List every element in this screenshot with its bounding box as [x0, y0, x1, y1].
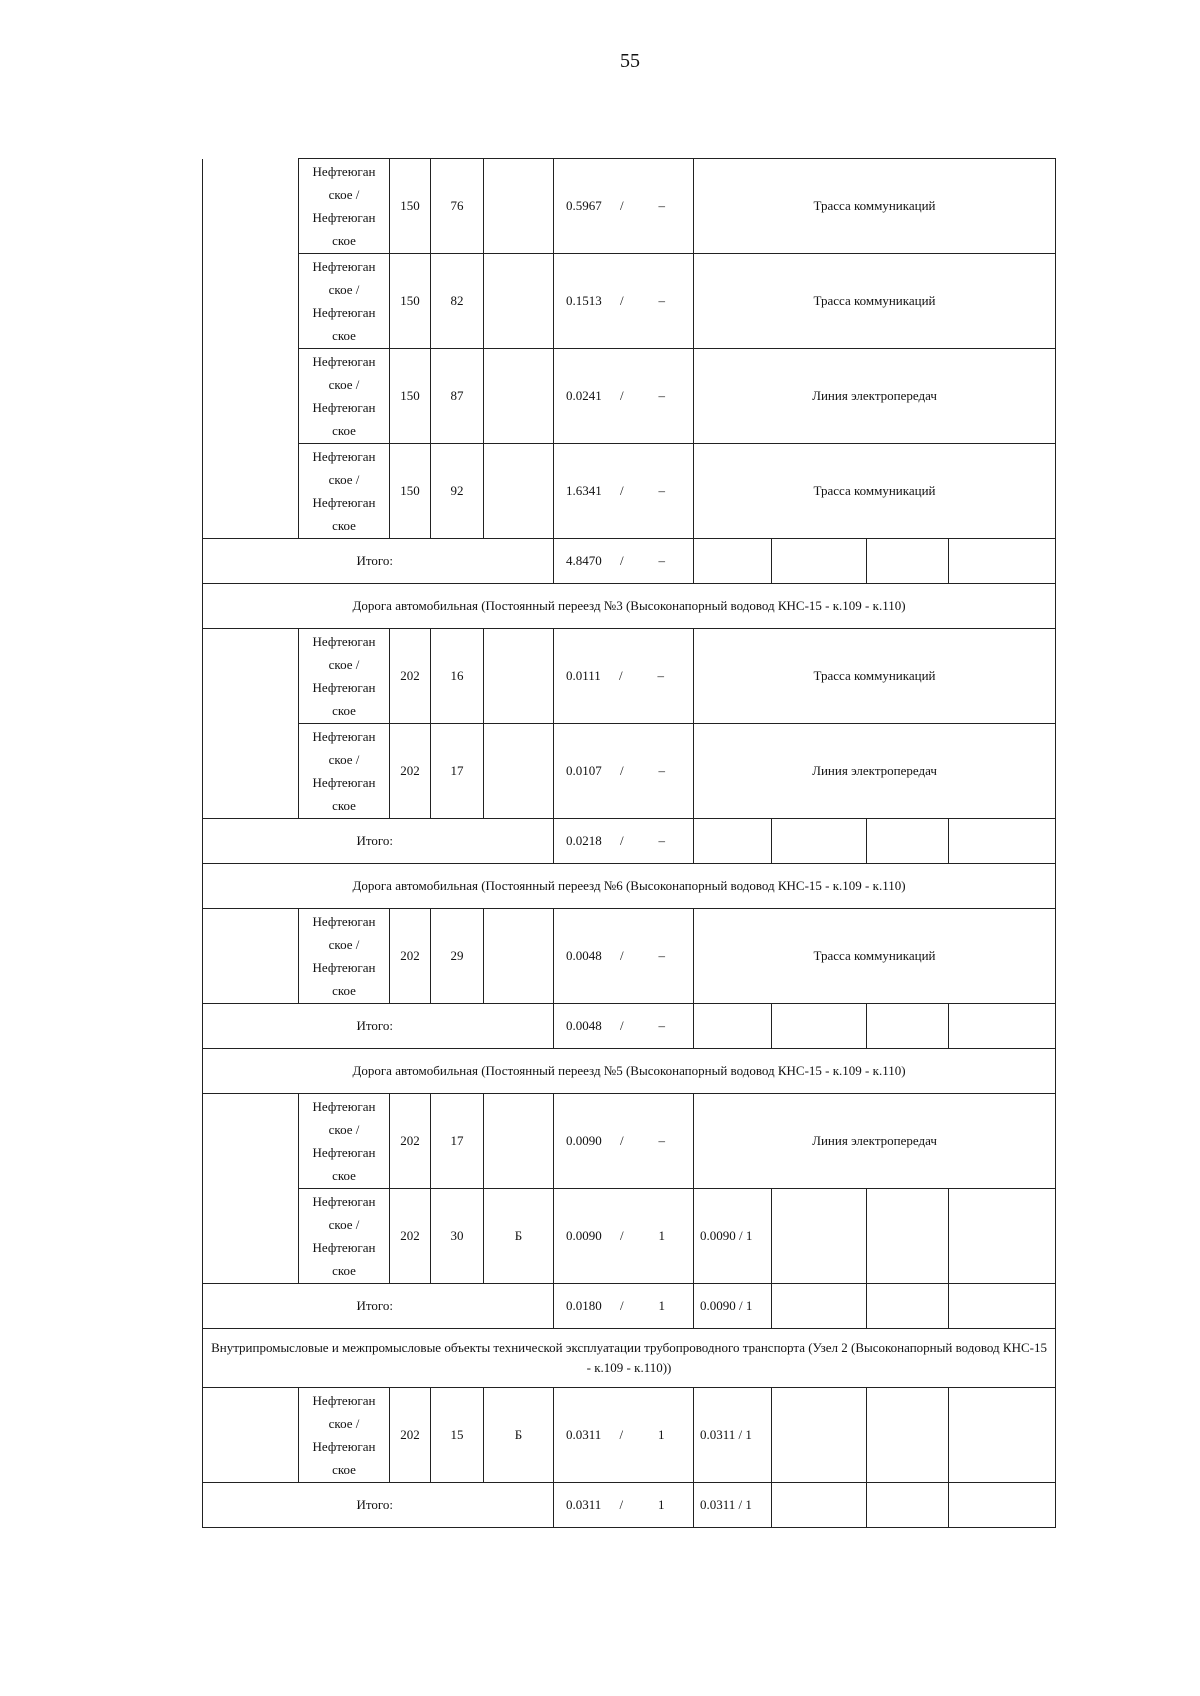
area-separator: / — [619, 1133, 624, 1148]
area-value: 0.0311 — [566, 1497, 602, 1512]
table-row — [203, 349, 1056, 444]
land-category-line: ское / — [328, 752, 360, 767]
total-encumbrance: 0.0311 / 1 — [694, 1483, 772, 1528]
land-category-line: ское / — [328, 377, 360, 392]
area-rest: 1 — [658, 1427, 665, 1442]
empty-cell-3 — [949, 819, 1056, 864]
class-cell — [484, 909, 554, 1004]
empty-cell-2 — [867, 1483, 949, 1528]
empty-cell-3 — [949, 1284, 1056, 1329]
plot-cell: 87 — [431, 349, 484, 444]
land-category-line: Нефтеюган — [312, 1194, 376, 1209]
land-category-line: ское — [332, 1168, 356, 1183]
area-cell — [554, 1388, 694, 1483]
empty-cell-1 — [772, 819, 867, 864]
blank-cell — [203, 254, 299, 349]
table-body — [203, 159, 1056, 1528]
purpose-cell: Трасса коммуникаций — [694, 629, 1056, 724]
area-value: 0.0107 — [566, 763, 602, 778]
area-cell — [554, 349, 694, 444]
area-cell — [554, 819, 694, 864]
area-value: 0.0311 — [566, 1427, 602, 1442]
area-cell — [554, 1189, 694, 1284]
land-category-cell — [299, 254, 390, 349]
table-row — [203, 444, 1056, 539]
class-cell — [484, 1094, 554, 1189]
land-category-line: Нефтеюган — [312, 1099, 376, 1114]
land-category-line: ское — [332, 703, 356, 718]
total-label: Итого: — [203, 819, 554, 864]
quarter-cell: 150 — [390, 159, 431, 254]
empty-cell-1 — [772, 1388, 867, 1483]
total-label: Итого: — [203, 1284, 554, 1329]
area-separator: / — [619, 293, 624, 308]
area-value: 0.0048 — [566, 948, 602, 963]
area-rest: 1 — [658, 1298, 665, 1313]
total-row — [203, 1483, 1056, 1528]
plot-cell: 92 — [431, 444, 484, 539]
total-row — [203, 539, 1056, 584]
area-cell — [554, 444, 694, 539]
land-category-line: Нефтеюган — [312, 210, 376, 225]
empty-cell-2 — [867, 819, 949, 864]
area-cell — [554, 724, 694, 819]
land-category-line: Нефтеюган — [312, 729, 376, 744]
land-category-line: Нефтеюган — [312, 1393, 376, 1408]
land-category-cell — [299, 724, 390, 819]
purpose-cell: Линия электропередач — [694, 349, 1056, 444]
land-category-line: ское — [332, 798, 356, 813]
area-separator: / — [619, 1497, 624, 1512]
land-category-cell — [299, 909, 390, 1004]
land-category-line: ское / — [328, 472, 360, 487]
area-rest: – — [658, 948, 665, 963]
quarter-cell: 202 — [390, 1189, 431, 1284]
total-encumbrance — [694, 1004, 772, 1049]
land-category-line: ское / — [328, 1122, 360, 1137]
land-category-cell — [299, 1094, 390, 1189]
total-row — [203, 1004, 1056, 1049]
quarter-cell: 202 — [390, 1094, 431, 1189]
purpose-cell: Линия электропередач — [694, 724, 1056, 819]
area-separator: / — [619, 833, 624, 848]
class-cell: Б — [484, 1189, 554, 1284]
plot-cell: 30 — [431, 1189, 484, 1284]
area-rest: 1 — [658, 1228, 665, 1243]
empty-cell-1 — [772, 1483, 867, 1528]
area-separator: / — [619, 1427, 624, 1442]
land-category-line: ское / — [328, 937, 360, 952]
area-value: 0.1513 — [566, 293, 602, 308]
area-rest: – — [658, 763, 665, 778]
purpose-cell: Трасса коммуникаций — [694, 254, 1056, 349]
area-value: 0.0090 — [566, 1228, 602, 1243]
land-category-line: ское — [332, 423, 356, 438]
total-encumbrance — [694, 539, 772, 584]
page-number: 55 — [620, 50, 640, 72]
empty-cell-1 — [772, 1004, 867, 1049]
land-category-line: ское / — [328, 657, 360, 672]
class-cell — [484, 629, 554, 724]
purpose-cell: Трасса коммуникаций — [694, 159, 1056, 254]
area-rest: – — [658, 293, 665, 308]
land-category-line: Нефтеюган — [312, 634, 376, 649]
table-row — [203, 1189, 1056, 1284]
land-category-cell — [299, 159, 390, 254]
blank-cell — [203, 349, 299, 444]
total-label: Итого: — [203, 539, 554, 584]
area-value: 0.5967 — [566, 198, 602, 213]
quarter-cell: 202 — [390, 724, 431, 819]
plot-cell: 17 — [431, 1094, 484, 1189]
total-row — [203, 1284, 1056, 1329]
empty-cell-3 — [949, 1388, 1056, 1483]
land-plots-table — [202, 158, 1056, 1528]
section-row — [203, 864, 1056, 909]
purpose-cell: Трасса коммуникаций — [694, 444, 1056, 539]
land-category-line: Нефтеюган — [312, 354, 376, 369]
empty-cell-1 — [772, 539, 867, 584]
table-row — [203, 159, 1056, 254]
area-separator: / — [619, 1018, 624, 1033]
class-cell — [484, 349, 554, 444]
total-row — [203, 819, 1056, 864]
class-cell — [484, 159, 554, 254]
land-category-line: Нефтеюган — [312, 914, 376, 929]
land-category-line: Нефтеюган — [312, 449, 376, 464]
area-value: 0.0048 — [566, 1018, 602, 1033]
land-category-line: ское — [332, 518, 356, 533]
land-category-cell — [299, 444, 390, 539]
area-separator: / — [619, 763, 624, 778]
land-category-line: Нефтеюган — [312, 775, 376, 790]
area-separator: / — [619, 553, 624, 568]
blank-cell — [203, 724, 299, 819]
area-cell — [554, 159, 694, 254]
land-category-cell — [299, 629, 390, 724]
purpose-cell: Линия электропередач — [694, 1094, 1056, 1189]
table-row — [203, 629, 1056, 724]
land-category-line: Нефтеюган — [312, 305, 376, 320]
empty-cell-2 — [867, 1189, 949, 1284]
area-separator: / — [619, 948, 624, 963]
table-row — [203, 909, 1056, 1004]
area-rest: – — [657, 668, 665, 683]
quarter-cell: 202 — [390, 629, 431, 724]
land-category-line: Нефтеюган — [312, 1145, 376, 1160]
land-category-line: Нефтеюган — [312, 680, 376, 695]
quarter-cell: 150 — [390, 444, 431, 539]
section-row — [203, 1329, 1056, 1388]
blank-cell — [203, 629, 299, 724]
land-category-line: Нефтеюган — [312, 400, 376, 415]
area-rest: – — [658, 483, 665, 498]
empty-cell-3 — [949, 539, 1056, 584]
land-category-cell — [299, 1388, 390, 1483]
area-cell — [554, 254, 694, 349]
blank-cell — [203, 1388, 299, 1483]
area-separator: / — [619, 198, 624, 213]
land-category-line: ское / — [328, 1416, 360, 1431]
plot-cell: 17 — [431, 724, 484, 819]
encumbrance-cell: 0.0311 / 1 — [694, 1388, 772, 1483]
land-category-line: ское / — [328, 187, 360, 202]
area-value: 0.0218 — [566, 833, 602, 848]
land-category-line: Нефтеюган — [312, 164, 376, 179]
plot-cell: 15 — [431, 1388, 484, 1483]
section-row — [203, 584, 1056, 629]
table-row — [203, 1388, 1056, 1483]
section-title: Дорога автомобильная (Постоянный переезд №5 (Высоконапорный водовод КНС-15 - к.109 - к.110) — [203, 1049, 1056, 1094]
area-value: 0.0180 — [566, 1298, 602, 1313]
land-category-line: Нефтеюган — [312, 960, 376, 975]
blank-cell — [203, 1189, 299, 1284]
area-cell — [554, 1284, 694, 1329]
area-cell — [554, 909, 694, 1004]
land-category-line: ское — [332, 1462, 356, 1477]
area-separator: / — [619, 388, 624, 403]
land-category-line: Нефтеюган — [312, 1439, 376, 1454]
land-category-line: ское / — [328, 282, 360, 297]
section-title: Дорога автомобильная (Постоянный переезд №6 (Высоконапорный водовод КНС-15 - к.109 - к.110) — [203, 864, 1056, 909]
total-encumbrance — [694, 819, 772, 864]
land-category-line: ское — [332, 328, 356, 343]
area-value: 0.0241 — [566, 388, 602, 403]
land-category-cell — [299, 1189, 390, 1284]
land-category-line: ское — [332, 233, 356, 248]
area-rest: – — [658, 1133, 665, 1148]
empty-cell-2 — [867, 1004, 949, 1049]
table-row — [203, 724, 1056, 819]
land-category-line: Нефтеюган — [312, 1240, 376, 1255]
area-value: 0.0111 — [566, 668, 601, 683]
table-row — [203, 1094, 1056, 1189]
empty-cell-3 — [949, 1483, 1056, 1528]
area-rest: 1 — [658, 1497, 665, 1512]
empty-cell-1 — [772, 1284, 867, 1329]
area-cell — [554, 539, 694, 584]
total-label: Итого: — [203, 1483, 554, 1528]
quarter-cell: 150 — [390, 349, 431, 444]
encumbrance-cell: 0.0090 / 1 — [694, 1189, 772, 1284]
empty-cell-3 — [949, 1004, 1056, 1049]
area-separator: / — [618, 668, 623, 683]
area-cell — [554, 1483, 694, 1528]
area-cell — [554, 1004, 694, 1049]
blank-cell — [203, 1094, 299, 1189]
section-row — [203, 1049, 1056, 1094]
area-rest: – — [658, 833, 665, 848]
class-cell — [484, 724, 554, 819]
plot-cell: 29 — [431, 909, 484, 1004]
area-separator: / — [619, 1298, 624, 1313]
purpose-cell: Трасса коммуникаций — [694, 909, 1056, 1004]
area-cell — [554, 629, 694, 724]
land-category-line: ское / — [328, 1217, 360, 1232]
area-value: 1.6341 — [566, 483, 602, 498]
area-rest: – — [658, 388, 665, 403]
class-cell — [484, 444, 554, 539]
total-encumbrance: 0.0090 / 1 — [694, 1284, 772, 1329]
land-category-line: ское — [332, 1263, 356, 1278]
blank-cell — [203, 909, 299, 1004]
plot-cell: 16 — [431, 629, 484, 724]
area-rest: – — [658, 1018, 665, 1033]
empty-cell-2 — [867, 539, 949, 584]
section-title: Внутрипромысловые и межпромысловые объекты технической эксплуатации трубопроводного транспорта (Узел 2 (Высоконапорный водовод КНС-15 - к.109 - к.110)) — [203, 1329, 1056, 1388]
quarter-cell: 150 — [390, 254, 431, 349]
land-category-cell — [299, 349, 390, 444]
table-row — [203, 254, 1056, 349]
empty-cell-1 — [772, 1189, 867, 1284]
area-separator: / — [619, 483, 624, 498]
area-cell — [554, 1094, 694, 1189]
blank-cell — [203, 159, 299, 254]
section-title: Дорога автомобильная (Постоянный переезд №3 (Высоконапорный водовод КНС-15 - к.109 - к.110) — [203, 584, 1056, 629]
area-separator: / — [619, 1228, 624, 1243]
land-category-line: Нефтеюган — [312, 259, 376, 274]
class-cell — [484, 254, 554, 349]
empty-cell-2 — [867, 1284, 949, 1329]
plot-cell: 82 — [431, 254, 484, 349]
area-value: 4.8470 — [566, 553, 602, 568]
area-rest: – — [658, 553, 665, 568]
area-rest: – — [658, 198, 665, 213]
empty-cell-2 — [867, 1388, 949, 1483]
quarter-cell: 202 — [390, 1388, 431, 1483]
land-category-line: Нефтеюган — [312, 495, 376, 510]
empty-cell-3 — [949, 1189, 1056, 1284]
area-value: 0.0090 — [566, 1133, 602, 1148]
quarter-cell: 202 — [390, 909, 431, 1004]
blank-cell — [203, 444, 299, 539]
plot-cell: 76 — [431, 159, 484, 254]
land-category-line: ское — [332, 983, 356, 998]
total-label: Итого: — [203, 1004, 554, 1049]
class-cell: Б — [484, 1388, 554, 1483]
